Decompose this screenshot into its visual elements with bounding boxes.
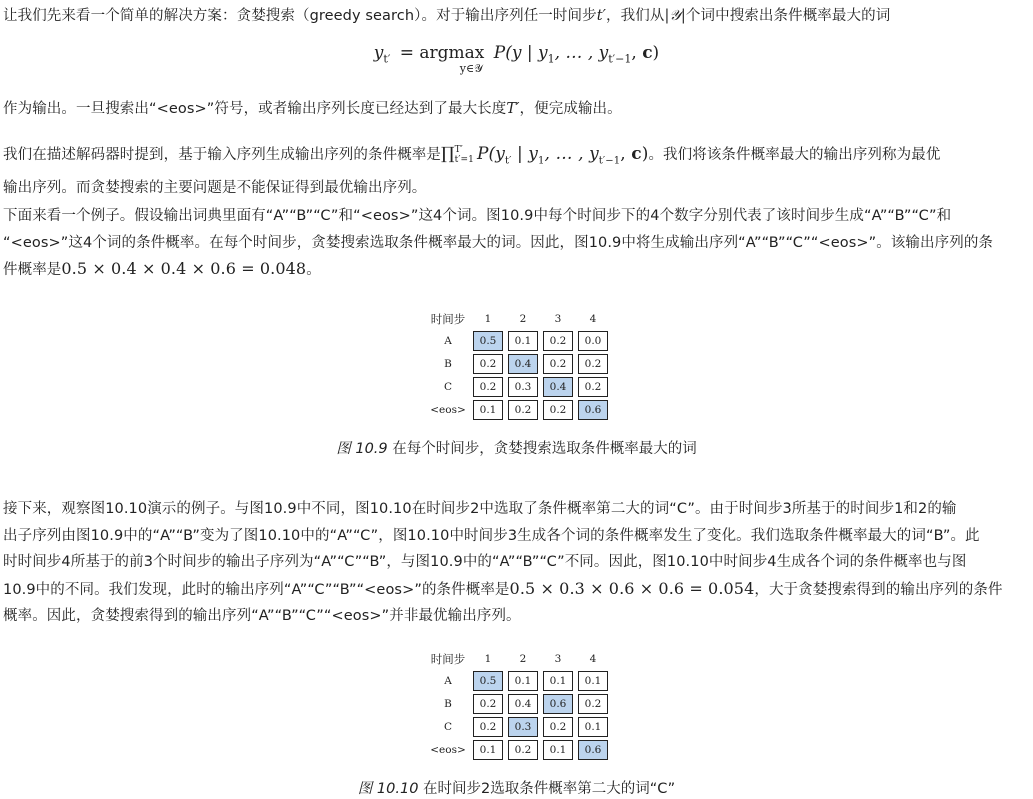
eq-lhs: y bbox=[373, 43, 384, 63]
text: 。 bbox=[306, 262, 321, 278]
eq-sub: t′−1 bbox=[608, 52, 632, 66]
probability-cell: 0.4 bbox=[508, 694, 538, 714]
text: 时时间步4所基于的前3个时间步的输出子序列为“A”“C”“B”，与图10.9中的“A”“B”“C”不同。因此，图10.10中时间步4生成各个词的条件概率也与图 bbox=[3, 554, 967, 570]
text: 让我们先来看一个简单的解决方案：贪婪搜索（greedy search）。对于输出序列任一时间步 bbox=[3, 8, 597, 24]
probability-cell: 0.2 bbox=[473, 354, 503, 374]
figure-10-9-caption bbox=[0, 437, 1033, 458]
row-label: C bbox=[443, 721, 453, 733]
table-header-row bbox=[428, 650, 608, 668]
probability-cell: 0.2 bbox=[473, 694, 503, 714]
probability-cell-selected: 0.6 bbox=[578, 740, 608, 760]
row-label: A bbox=[444, 675, 452, 687]
step-header: 4 bbox=[589, 313, 597, 325]
row-label: <eos> bbox=[430, 744, 466, 756]
probability-cell: 0.2 bbox=[473, 377, 503, 397]
step-header: 4 bbox=[589, 653, 597, 665]
probability-cell-selected: 0.5 bbox=[473, 671, 503, 691]
math: , … , y bbox=[544, 144, 599, 164]
probability-cell: 0.2 bbox=[543, 717, 573, 737]
table-row bbox=[428, 331, 608, 351]
probability-cell: 0.3 bbox=[508, 377, 538, 397]
table-row bbox=[428, 377, 608, 397]
probability-cell: 0.2 bbox=[473, 717, 503, 737]
probability-cell-selected: 0.6 bbox=[543, 694, 573, 714]
row-label: B bbox=[444, 358, 452, 370]
step-header: 3 bbox=[554, 313, 562, 325]
text: 作为输出。一旦搜索出“<eos>”符号，或者输出序列长度已经达到了最大长度 bbox=[3, 101, 507, 117]
math: , bbox=[620, 144, 632, 164]
probability-cell-selected: 0.4 bbox=[543, 377, 573, 397]
probability-cell: 0.2 bbox=[543, 331, 573, 351]
probability-cell: 0.2 bbox=[543, 354, 573, 374]
probability-cell: 0.1 bbox=[578, 671, 608, 691]
paragraph-example bbox=[3, 203, 1029, 284]
text: ，我们从 bbox=[606, 8, 665, 24]
text: 出子序列由图10.9中的“A”“B”变为了图10.10中的“A”“C”，图10.10中时间步3生成各个词的条件概率发生了变化。我们选取条件概率最大的词“B”。此 bbox=[3, 527, 980, 544]
paragraph-output bbox=[3, 96, 1029, 123]
math-var-t: t′ bbox=[596, 8, 607, 24]
text: ，便完成输出。 bbox=[519, 101, 622, 117]
probability-cell: 0.1 bbox=[508, 671, 538, 691]
equation-argmax bbox=[0, 43, 1033, 75]
math: | y bbox=[511, 144, 538, 164]
probability-cell-selected: 0.6 bbox=[578, 400, 608, 420]
text: 输出序列。而贪婪搜索的主要问题是不能保证得到最优输出序列。 bbox=[3, 179, 427, 196]
row-label: A bbox=[444, 335, 452, 347]
probability-cell-selected: 0.4 bbox=[508, 354, 538, 374]
eq-lhs-sub: t′ bbox=[383, 52, 391, 66]
text: 个词中搜索出条件概率最大的词 bbox=[685, 8, 891, 24]
math-vocab-size: |𝒴| bbox=[664, 8, 686, 24]
eq-body: ) bbox=[652, 43, 660, 63]
paragraph-optimal bbox=[3, 141, 1029, 201]
figure-10-10-table bbox=[423, 647, 613, 763]
probability-cell: 0.2 bbox=[508, 400, 538, 420]
row-label: C bbox=[443, 381, 453, 393]
probability-cell: 0.1 bbox=[543, 740, 573, 760]
math-sub: t′ bbox=[504, 155, 512, 167]
text: 下面来看一个例子。假设输出词典里面有“A”“B”“C”和“<eos>”这4个词。图10.9中每个时间步下的4个数字分别代表了该时间步生成“A”“B”“C”和 bbox=[3, 208, 952, 224]
eq-body: , … , y bbox=[554, 43, 609, 63]
text: 概率。因此，贪婪搜索得到的输出序列“A”“B”“C”“<eos>”并非最优输出序列。 bbox=[3, 608, 521, 624]
caption-text: 在时间步2选取条件概率第二大的词“C” bbox=[423, 781, 676, 797]
math-sup: T′ bbox=[454, 144, 463, 155]
text: ，大于贪婪搜索得到的输出序列的条件 bbox=[754, 581, 1003, 598]
text: 我们在描述解码器时提到，基于输入序列生成输出序列的条件概率是 bbox=[3, 147, 441, 163]
eq-argmax-sub: y∈𝒴 bbox=[459, 62, 483, 75]
eq-context-vector: c bbox=[642, 43, 653, 63]
probability-cell: 0.2 bbox=[543, 400, 573, 420]
table-row bbox=[428, 694, 608, 714]
probability-cell: 0.1 bbox=[508, 331, 538, 351]
step-header: 2 bbox=[519, 313, 527, 325]
caption-text: 在每个时间步，贪婪搜索选取条件概率最大的词 bbox=[392, 441, 697, 457]
row-label: B bbox=[444, 698, 452, 710]
probability-cell: 0.1 bbox=[543, 671, 573, 691]
caption-label: 图 10.10 bbox=[357, 781, 419, 797]
table-row bbox=[428, 400, 608, 420]
text: “<eos>”这4个词的条件概率。在每个时间步，贪婪搜索选取条件概率最大的词。因此，图10.9中将生成输出序列“A”“B”“C”“<eos>”。该输出序列的条 bbox=[3, 234, 994, 251]
step-header: 1 bbox=[484, 653, 492, 665]
math-sub: t′−1 bbox=[598, 155, 621, 167]
eq-argmax: = argmax bbox=[399, 43, 485, 63]
caption-label: 图 10.9 bbox=[336, 441, 388, 457]
table-row bbox=[428, 717, 608, 737]
math-var-T: T′ bbox=[506, 101, 520, 117]
row-label: <eos> bbox=[430, 404, 466, 416]
probability-cell: 0.2 bbox=[578, 354, 608, 374]
eq-sub: 1 bbox=[547, 52, 555, 66]
math-product: ∏ bbox=[441, 144, 455, 164]
probability-cell-selected: 0.3 bbox=[508, 717, 538, 737]
probability-cell-selected: 0.5 bbox=[473, 331, 503, 351]
math-product-value: 0.5 × 0.3 × 0.6 × 0.6 = 0.054 bbox=[509, 578, 755, 598]
step-header: 2 bbox=[519, 653, 527, 665]
table-row bbox=[428, 671, 608, 691]
table-row bbox=[428, 740, 608, 760]
math: ) bbox=[641, 144, 649, 164]
time-step-header: 时间步 bbox=[430, 652, 466, 666]
probability-cell: 0.2 bbox=[578, 377, 608, 397]
time-step-header: 时间步 bbox=[430, 312, 466, 326]
probability-cell: 0.1 bbox=[473, 740, 503, 760]
probability-cell: 0.2 bbox=[578, 694, 608, 714]
probability-cell: 0.1 bbox=[578, 717, 608, 737]
figure-10-10-caption bbox=[0, 777, 1033, 798]
paragraph-second-example bbox=[3, 496, 1029, 630]
table-header-row bbox=[428, 310, 608, 328]
text: 。我们将该条件概率最大的输出序列称为最优 bbox=[648, 147, 941, 163]
math-sub: t′=1 bbox=[454, 154, 474, 165]
math-sub: 1 bbox=[538, 155, 545, 167]
math: P(y bbox=[476, 144, 505, 164]
math-product-value: 0.5 × 0.4 × 0.4 × 0.6 = 0.048 bbox=[61, 259, 307, 278]
paragraph-intro bbox=[3, 3, 1029, 30]
eq-body: P(y | y bbox=[493, 43, 548, 63]
step-header: 1 bbox=[484, 313, 492, 325]
math-context-vector: c bbox=[631, 144, 642, 164]
text: 接下来，观察图10.10演示的例子。与图10.9中不同，图10.10在时间步2中选取了条件概率第二大的词“C”。由于时间步3所基于的时间步1和2的输 bbox=[3, 501, 957, 517]
step-header: 3 bbox=[554, 653, 562, 665]
table-row bbox=[428, 354, 608, 374]
eq-body: , bbox=[631, 43, 643, 63]
text: 件概率是 bbox=[3, 262, 62, 278]
figure-10-9-table bbox=[423, 307, 613, 423]
text: 10.9中的不同。我们发现，此时的输出序列“A”“C”“B”“<eos>”的条件概率是 bbox=[3, 581, 510, 598]
probability-cell: 0.0 bbox=[578, 331, 608, 351]
probability-cell: 0.1 bbox=[473, 400, 503, 420]
probability-cell: 0.2 bbox=[508, 740, 538, 760]
